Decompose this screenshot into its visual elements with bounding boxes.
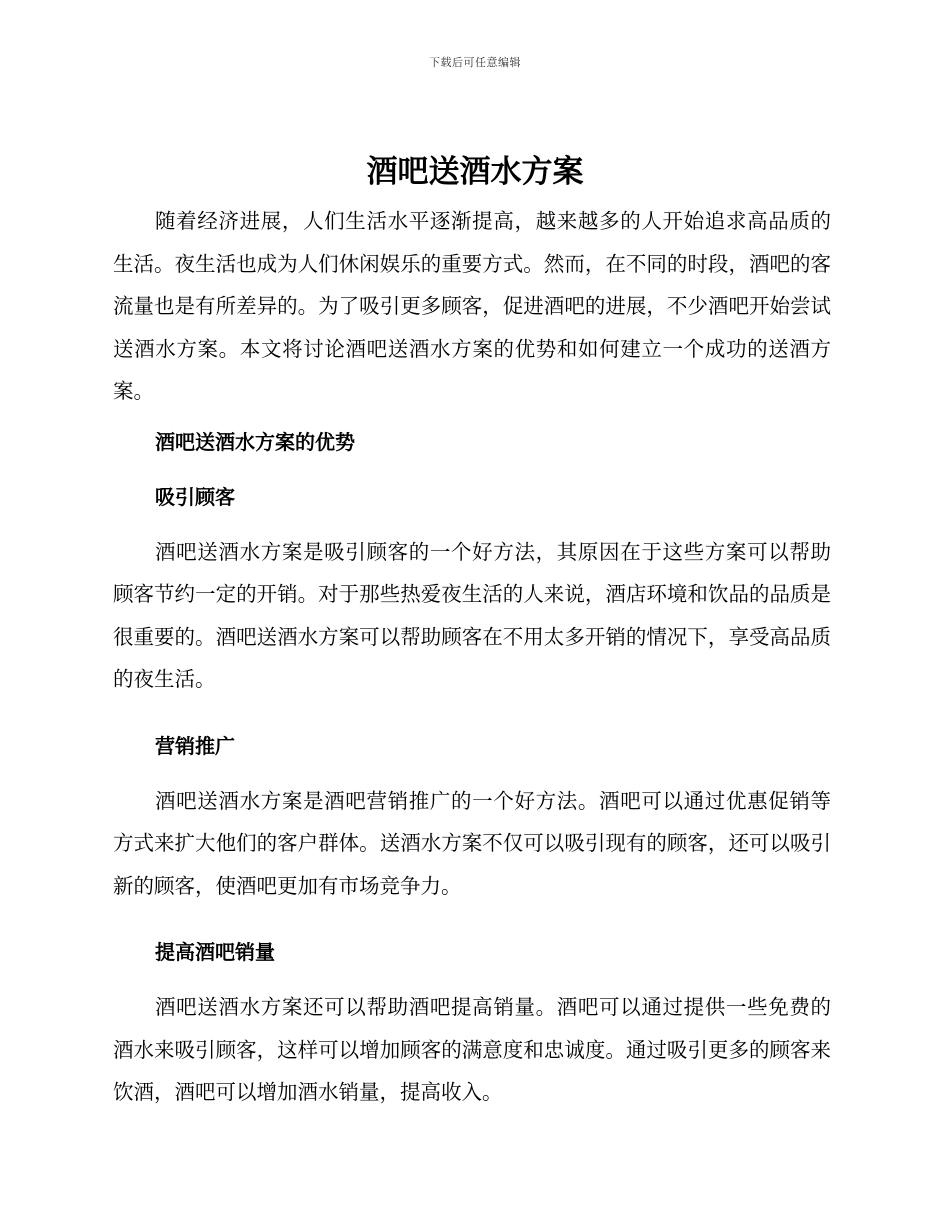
paragraph-marketing: 酒吧送酒水方案是酒吧营销推广的一个好方法。酒吧可以通过优惠促销等方式来扩大他们的客户群体。送酒水方案不仅可以吸引现有的顾客，还可以吸引新的顾客，使酒吧更加有市场竞争力。: [113, 788, 831, 898]
subheading-increase-sales: 提高酒吧销量: [155, 940, 275, 964]
document-body: [113, 200, 831, 1114]
subheading-marketing: 营销推广: [155, 733, 235, 758]
paragraph-increase-sales: 酒吧送酒水方案还可以帮助酒吧提高销量。酒吧可以通过提供一些免费的酒水来吸引顾客，这样可以增加顾客的满意度和忠诚度。通过吸引更多的顾客来饮酒，酒吧可以增加酒水销量，提高收入。: [113, 995, 831, 1104]
page-header: 下载后可任意编辑: [429, 56, 521, 69]
paragraph-attract-customers: 酒吧送酒水方案是吸引顾客的一个好方法，其原因在于这些方案可以帮助顾客节约一定的开销。对于那些热爱夜生活的人来说，酒店环境和饮品的品质是很重要的。酒吧送酒水方案可以帮助顾客在不用太多开销的情况下，享受高品质的夜生活。: [113, 539, 831, 691]
section-heading-advantages: 酒吧送酒水方案的优势: [155, 429, 355, 454]
intro-paragraph: 随着经济进展，人们生活水平逐渐提高，越来越多的人开始追求高品质的生活。夜生活也成为人们休闲娱乐的重要方式。然而，在不同的时段，酒吧的客流量也是有所差异的。为了吸引更多顾客，促进酒吧的进展，不少酒吧开始尝试送酒水方案。本文将讨论酒吧送酒水方案的优势和如何建立一个成功的送酒方案。: [113, 209, 831, 403]
document-title: 酒吧送酒水方案: [366, 154, 584, 190]
subheading-attract-customers: 吸引顾客: [155, 484, 235, 509]
